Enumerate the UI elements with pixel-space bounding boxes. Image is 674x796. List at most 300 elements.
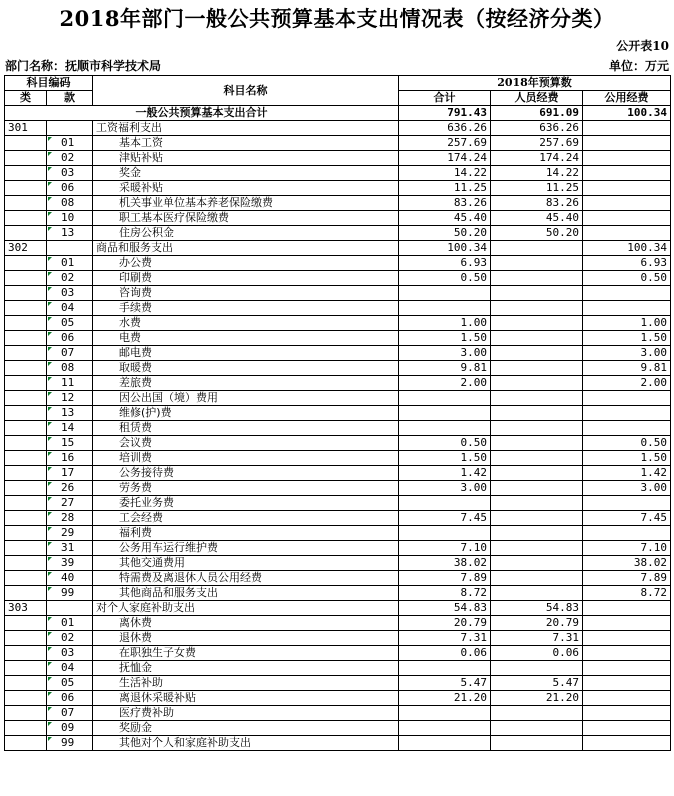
row-lei-code: [5, 166, 47, 181]
header-lei: 类: [5, 91, 47, 106]
row-personnel: [491, 451, 583, 466]
row-public: [583, 121, 671, 136]
row-kuan-code: [47, 601, 93, 616]
row-kuan-code: 02: [47, 151, 93, 166]
table-row: [5, 181, 671, 196]
row-total: 5.47: [399, 676, 491, 691]
row-total: 20.79: [399, 616, 491, 631]
row-personnel: [491, 541, 583, 556]
row-public: [583, 721, 671, 736]
row-personnel: 257.69: [491, 136, 583, 151]
header-total: 合计: [399, 91, 491, 106]
row-public: [583, 301, 671, 316]
row-personnel: [491, 391, 583, 406]
row-total: 7.10: [399, 541, 491, 556]
table-row: [5, 721, 671, 736]
row-lei-code: [5, 181, 47, 196]
row-kuan-code: 01: [47, 616, 93, 631]
row-subject-name: 职工基本医疗保险缴费: [93, 211, 399, 226]
row-lei-code: [5, 481, 47, 496]
row-subject-name: 工会经费: [93, 511, 399, 526]
row-public: [583, 616, 671, 631]
row-kuan-code: 01: [47, 256, 93, 271]
row-kuan-code: 08: [47, 361, 93, 376]
row-kuan-code: 12: [47, 391, 93, 406]
row-lei-code: [5, 211, 47, 226]
row-kuan-code: 15: [47, 436, 93, 451]
row-public: 1.00: [583, 316, 671, 331]
row-subject-name: 抚恤金: [93, 661, 399, 676]
row-total: 6.93: [399, 256, 491, 271]
row-subject-name: 其他对个人和家庭补助支出: [93, 736, 399, 751]
row-public: [583, 151, 671, 166]
table-row: [5, 406, 671, 421]
table-row: [5, 121, 671, 136]
row-kuan-code: 06: [47, 691, 93, 706]
row-total: 0.06: [399, 646, 491, 661]
row-public: [583, 226, 671, 241]
row-kuan-code: 04: [47, 661, 93, 676]
row-public: 1.42: [583, 466, 671, 481]
header-kuan: 款: [47, 91, 93, 106]
row-kuan-code: 39: [47, 556, 93, 571]
table-row: [5, 211, 671, 226]
row-subject-name: 采暖补贴: [93, 181, 399, 196]
row-kuan-code: 16: [47, 451, 93, 466]
row-personnel: [491, 436, 583, 451]
table-row: [5, 286, 671, 301]
row-subject-name: 其他商品和服务支出: [93, 586, 399, 601]
row-total: 0.50: [399, 271, 491, 286]
row-personnel: 636.26: [491, 121, 583, 136]
row-lei-code: 301: [5, 121, 47, 136]
table-row: [5, 391, 671, 406]
row-total: [399, 706, 491, 721]
row-total: 8.72: [399, 586, 491, 601]
header-subject-name: 科目名称: [93, 76, 399, 106]
table-row: [5, 316, 671, 331]
row-total: 1.50: [399, 451, 491, 466]
row-kuan-code: 06: [47, 181, 93, 196]
row-personnel: [491, 301, 583, 316]
row-subject-name: 离休费: [93, 616, 399, 631]
table-row: [5, 301, 671, 316]
total-row: [5, 106, 671, 121]
row-personnel: [491, 271, 583, 286]
row-subject-name: 办公费: [93, 256, 399, 271]
row-subject-name: 福利费: [93, 526, 399, 541]
table-row: [5, 676, 671, 691]
row-personnel: [491, 571, 583, 586]
row-total: 1.00: [399, 316, 491, 331]
row-public: [583, 181, 671, 196]
row-public: 3.00: [583, 346, 671, 361]
row-kuan-code: 06: [47, 331, 93, 346]
row-personnel: [491, 376, 583, 391]
row-subject-name: 维修(护)费: [93, 406, 399, 421]
row-personnel: [491, 241, 583, 256]
row-lei-code: [5, 676, 47, 691]
row-subject-name: 津贴补贴: [93, 151, 399, 166]
header-personnel: 人员经费: [491, 91, 583, 106]
row-public: 38.02: [583, 556, 671, 571]
table-row: [5, 466, 671, 481]
row-kuan-code: 07: [47, 706, 93, 721]
row-kuan-code: 02: [47, 271, 93, 286]
row-kuan-code: 05: [47, 676, 93, 691]
row-lei-code: [5, 451, 47, 466]
row-subject-name: 奖励金: [93, 721, 399, 736]
row-kuan-code: 17: [47, 466, 93, 481]
row-total: 21.20: [399, 691, 491, 706]
row-total: 11.25: [399, 181, 491, 196]
row-subject-name: 公务接待费: [93, 466, 399, 481]
row-lei-code: [5, 226, 47, 241]
row-total: 14.22: [399, 166, 491, 181]
row-subject-name: 租赁费: [93, 421, 399, 436]
table-row: [5, 526, 671, 541]
row-lei-code: [5, 361, 47, 376]
row-personnel: 45.40: [491, 211, 583, 226]
row-personnel: [491, 496, 583, 511]
table-row: [5, 196, 671, 211]
row-total: 50.20: [399, 226, 491, 241]
table-row: [5, 646, 671, 661]
row-public: 6.93: [583, 256, 671, 271]
total-public: 100.34: [583, 106, 671, 121]
table-row: [5, 376, 671, 391]
row-total: [399, 496, 491, 511]
row-lei-code: [5, 571, 47, 586]
row-subject-name: 特需费及离退休人员公用经费: [93, 571, 399, 586]
table-row: [5, 226, 671, 241]
row-total: [399, 736, 491, 751]
row-total: 38.02: [399, 556, 491, 571]
unit-label: 单位：万元: [608, 59, 669, 73]
row-kuan-code: 05: [47, 316, 93, 331]
row-public: [583, 496, 671, 511]
row-kuan-code: 08: [47, 196, 93, 211]
total-personnel: 691.09: [491, 106, 583, 121]
table-row: [5, 346, 671, 361]
row-personnel: [491, 421, 583, 436]
row-public: [583, 691, 671, 706]
row-kuan-code: 31: [47, 541, 93, 556]
row-total: [399, 661, 491, 676]
table-row: [5, 496, 671, 511]
row-subject-name: 基本工资: [93, 136, 399, 151]
row-total: 3.00: [399, 481, 491, 496]
row-lei-code: [5, 661, 47, 676]
table-row: [5, 541, 671, 556]
row-lei-code: [5, 406, 47, 421]
row-kuan-code: 07: [47, 346, 93, 361]
row-personnel: [491, 466, 583, 481]
row-lei-code: [5, 511, 47, 526]
row-lei-code: [5, 586, 47, 601]
row-personnel: 7.31: [491, 631, 583, 646]
row-total: [399, 391, 491, 406]
table-row: [5, 151, 671, 166]
row-kuan-code: [47, 241, 93, 256]
total-amount: 791.43: [399, 106, 491, 121]
row-kuan-code: 26: [47, 481, 93, 496]
table-row: [5, 136, 671, 151]
row-kuan-code: 11: [47, 376, 93, 391]
row-personnel: [491, 361, 583, 376]
row-lei-code: [5, 631, 47, 646]
row-total: [399, 406, 491, 421]
table-row: [5, 421, 671, 436]
row-lei-code: 303: [5, 601, 47, 616]
row-total: 2.00: [399, 376, 491, 391]
row-kuan-code: 01: [47, 136, 93, 151]
row-public: [583, 406, 671, 421]
row-public: [583, 676, 671, 691]
row-total: [399, 526, 491, 541]
header-public: 公用经费: [583, 91, 671, 106]
row-total: [399, 286, 491, 301]
row-kuan-code: 04: [47, 301, 93, 316]
row-subject-name: 生活补助: [93, 676, 399, 691]
row-kuan-code: [47, 121, 93, 136]
row-personnel: [491, 706, 583, 721]
row-lei-code: [5, 526, 47, 541]
row-subject-name: 邮电费: [93, 346, 399, 361]
row-public: [583, 646, 671, 661]
row-personnel: [491, 346, 583, 361]
table-row: [5, 241, 671, 256]
row-total: 83.26: [399, 196, 491, 211]
row-public: [583, 286, 671, 301]
table-row: [5, 586, 671, 601]
row-total: 45.40: [399, 211, 491, 226]
row-public: [583, 391, 671, 406]
row-kuan-code: 03: [47, 166, 93, 181]
row-personnel: 174.24: [491, 151, 583, 166]
row-personnel: 50.20: [491, 226, 583, 241]
row-subject-name: 劳务费: [93, 481, 399, 496]
total-label: 一般公共预算基本支出合计: [5, 106, 399, 121]
row-lei-code: [5, 541, 47, 556]
row-personnel: 11.25: [491, 181, 583, 196]
row-personnel: [491, 661, 583, 676]
table-row: [5, 661, 671, 676]
table-row: [5, 271, 671, 286]
row-subject-name: 会议费: [93, 436, 399, 451]
row-public: 7.89: [583, 571, 671, 586]
row-lei-code: [5, 391, 47, 406]
row-lei-code: [5, 271, 47, 286]
row-total: 1.50: [399, 331, 491, 346]
row-lei-code: [5, 496, 47, 511]
row-lei-code: [5, 721, 47, 736]
row-subject-name: 其他交通费用: [93, 556, 399, 571]
row-total: [399, 301, 491, 316]
row-personnel: 0.06: [491, 646, 583, 661]
department-label: 部门名称：抚顺市科学技术局: [5, 59, 162, 73]
row-lei-code: [5, 691, 47, 706]
row-total: 7.89: [399, 571, 491, 586]
row-subject-name: 工资福利支出: [93, 121, 399, 136]
row-kuan-code: 14: [47, 421, 93, 436]
table-row: [5, 511, 671, 526]
row-subject-name: 委托业务费: [93, 496, 399, 511]
row-subject-name: 医疗费补助: [93, 706, 399, 721]
row-subject-name: 取暖费: [93, 361, 399, 376]
row-total: 7.45: [399, 511, 491, 526]
row-lei-code: [5, 331, 47, 346]
row-lei-code: [5, 616, 47, 631]
row-public: [583, 421, 671, 436]
form-number: 公开表10: [616, 39, 669, 53]
row-kuan-code: 13: [47, 406, 93, 421]
row-total: 3.00: [399, 346, 491, 361]
row-kuan-code: 09: [47, 721, 93, 736]
table-row: [5, 601, 671, 616]
row-subject-name: 奖金: [93, 166, 399, 181]
row-personnel: [491, 406, 583, 421]
row-subject-name: 水费: [93, 316, 399, 331]
row-personnel: [491, 586, 583, 601]
row-lei-code: [5, 736, 47, 751]
row-public: 0.50: [583, 271, 671, 286]
row-total: 1.42: [399, 466, 491, 481]
row-public: [583, 526, 671, 541]
row-lei-code: [5, 346, 47, 361]
table-row: [5, 571, 671, 586]
row-public: 7.10: [583, 541, 671, 556]
row-total: 9.81: [399, 361, 491, 376]
header-budget-group: 2018年预算数: [399, 76, 671, 91]
row-personnel: [491, 256, 583, 271]
table-row: [5, 436, 671, 451]
row-personnel: [491, 556, 583, 571]
row-subject-name: 咨询费: [93, 286, 399, 301]
row-public: [583, 136, 671, 151]
row-public: 3.00: [583, 481, 671, 496]
header-code-group: 科目编码: [5, 76, 93, 91]
row-public: [583, 736, 671, 751]
row-personnel: [491, 736, 583, 751]
row-personnel: 54.83: [491, 601, 583, 616]
row-lei-code: [5, 301, 47, 316]
row-lei-code: [5, 196, 47, 211]
table-row: [5, 451, 671, 466]
row-subject-name: 商品和服务支出: [93, 241, 399, 256]
row-public: 7.45: [583, 511, 671, 526]
row-kuan-code: 40: [47, 571, 93, 586]
table-row: [5, 736, 671, 751]
budget-table: [4, 75, 671, 751]
row-kuan-code: 27: [47, 496, 93, 511]
row-public: 1.50: [583, 451, 671, 466]
row-kuan-code: 03: [47, 286, 93, 301]
row-subject-name: 因公出国（境）费用: [93, 391, 399, 406]
row-lei-code: [5, 646, 47, 661]
row-lei-code: [5, 316, 47, 331]
row-lei-code: 302: [5, 241, 47, 256]
row-lei-code: [5, 136, 47, 151]
row-subject-name: 机关事业单位基本养老保险缴费: [93, 196, 399, 211]
table-row: [5, 616, 671, 631]
row-lei-code: [5, 421, 47, 436]
table-row: [5, 691, 671, 706]
table-row: [5, 481, 671, 496]
row-total: 257.69: [399, 136, 491, 151]
row-kuan-code: 02: [47, 631, 93, 646]
row-public: 1.50: [583, 331, 671, 346]
row-total: 636.26: [399, 121, 491, 136]
table-row: [5, 631, 671, 646]
row-public: 8.72: [583, 586, 671, 601]
row-lei-code: [5, 256, 47, 271]
row-personnel: [491, 286, 583, 301]
row-total: [399, 421, 491, 436]
row-total: 100.34: [399, 241, 491, 256]
row-public: 0.50: [583, 436, 671, 451]
row-kuan-code: 28: [47, 511, 93, 526]
row-subject-name: 差旅费: [93, 376, 399, 391]
table-row: [5, 361, 671, 376]
row-personnel: 83.26: [491, 196, 583, 211]
row-personnel: [491, 331, 583, 346]
table-row: [5, 331, 671, 346]
row-public: [583, 661, 671, 676]
row-public: 9.81: [583, 361, 671, 376]
row-total: [399, 721, 491, 736]
table-row: [5, 706, 671, 721]
row-public: [583, 166, 671, 181]
row-personnel: 20.79: [491, 616, 583, 631]
row-subject-name: 在职独生子女费: [93, 646, 399, 661]
row-total: 7.31: [399, 631, 491, 646]
row-total: 174.24: [399, 151, 491, 166]
row-kuan-code: 99: [47, 736, 93, 751]
row-public: [583, 601, 671, 616]
row-lei-code: [5, 436, 47, 451]
row-lei-code: [5, 706, 47, 721]
table-row: [5, 556, 671, 571]
row-public: 2.00: [583, 376, 671, 391]
row-kuan-code: 99: [47, 586, 93, 601]
row-subject-name: 电费: [93, 331, 399, 346]
row-subject-name: 公务用车运行维护费: [93, 541, 399, 556]
row-subject-name: 培训费: [93, 451, 399, 466]
table-row: [5, 256, 671, 271]
row-lei-code: [5, 151, 47, 166]
row-subject-name: 对个人家庭补助支出: [93, 601, 399, 616]
row-subject-name: 退休费: [93, 631, 399, 646]
row-lei-code: [5, 556, 47, 571]
row-public: [583, 196, 671, 211]
row-subject-name: 住房公积金: [93, 226, 399, 241]
row-personnel: [491, 526, 583, 541]
row-public: [583, 631, 671, 646]
row-subject-name: 离退休采暖补贴: [93, 691, 399, 706]
row-subject-name: 印刷费: [93, 271, 399, 286]
row-lei-code: [5, 376, 47, 391]
row-personnel: [491, 511, 583, 526]
row-personnel: [491, 481, 583, 496]
page-title: 2018年部门一般公共预算基本支出情况表（按经济分类）: [59, 6, 615, 31]
row-public: 100.34: [583, 241, 671, 256]
row-kuan-code: 13: [47, 226, 93, 241]
row-personnel: 14.22: [491, 166, 583, 181]
row-lei-code: [5, 286, 47, 301]
row-kuan-code: 29: [47, 526, 93, 541]
row-public: [583, 706, 671, 721]
